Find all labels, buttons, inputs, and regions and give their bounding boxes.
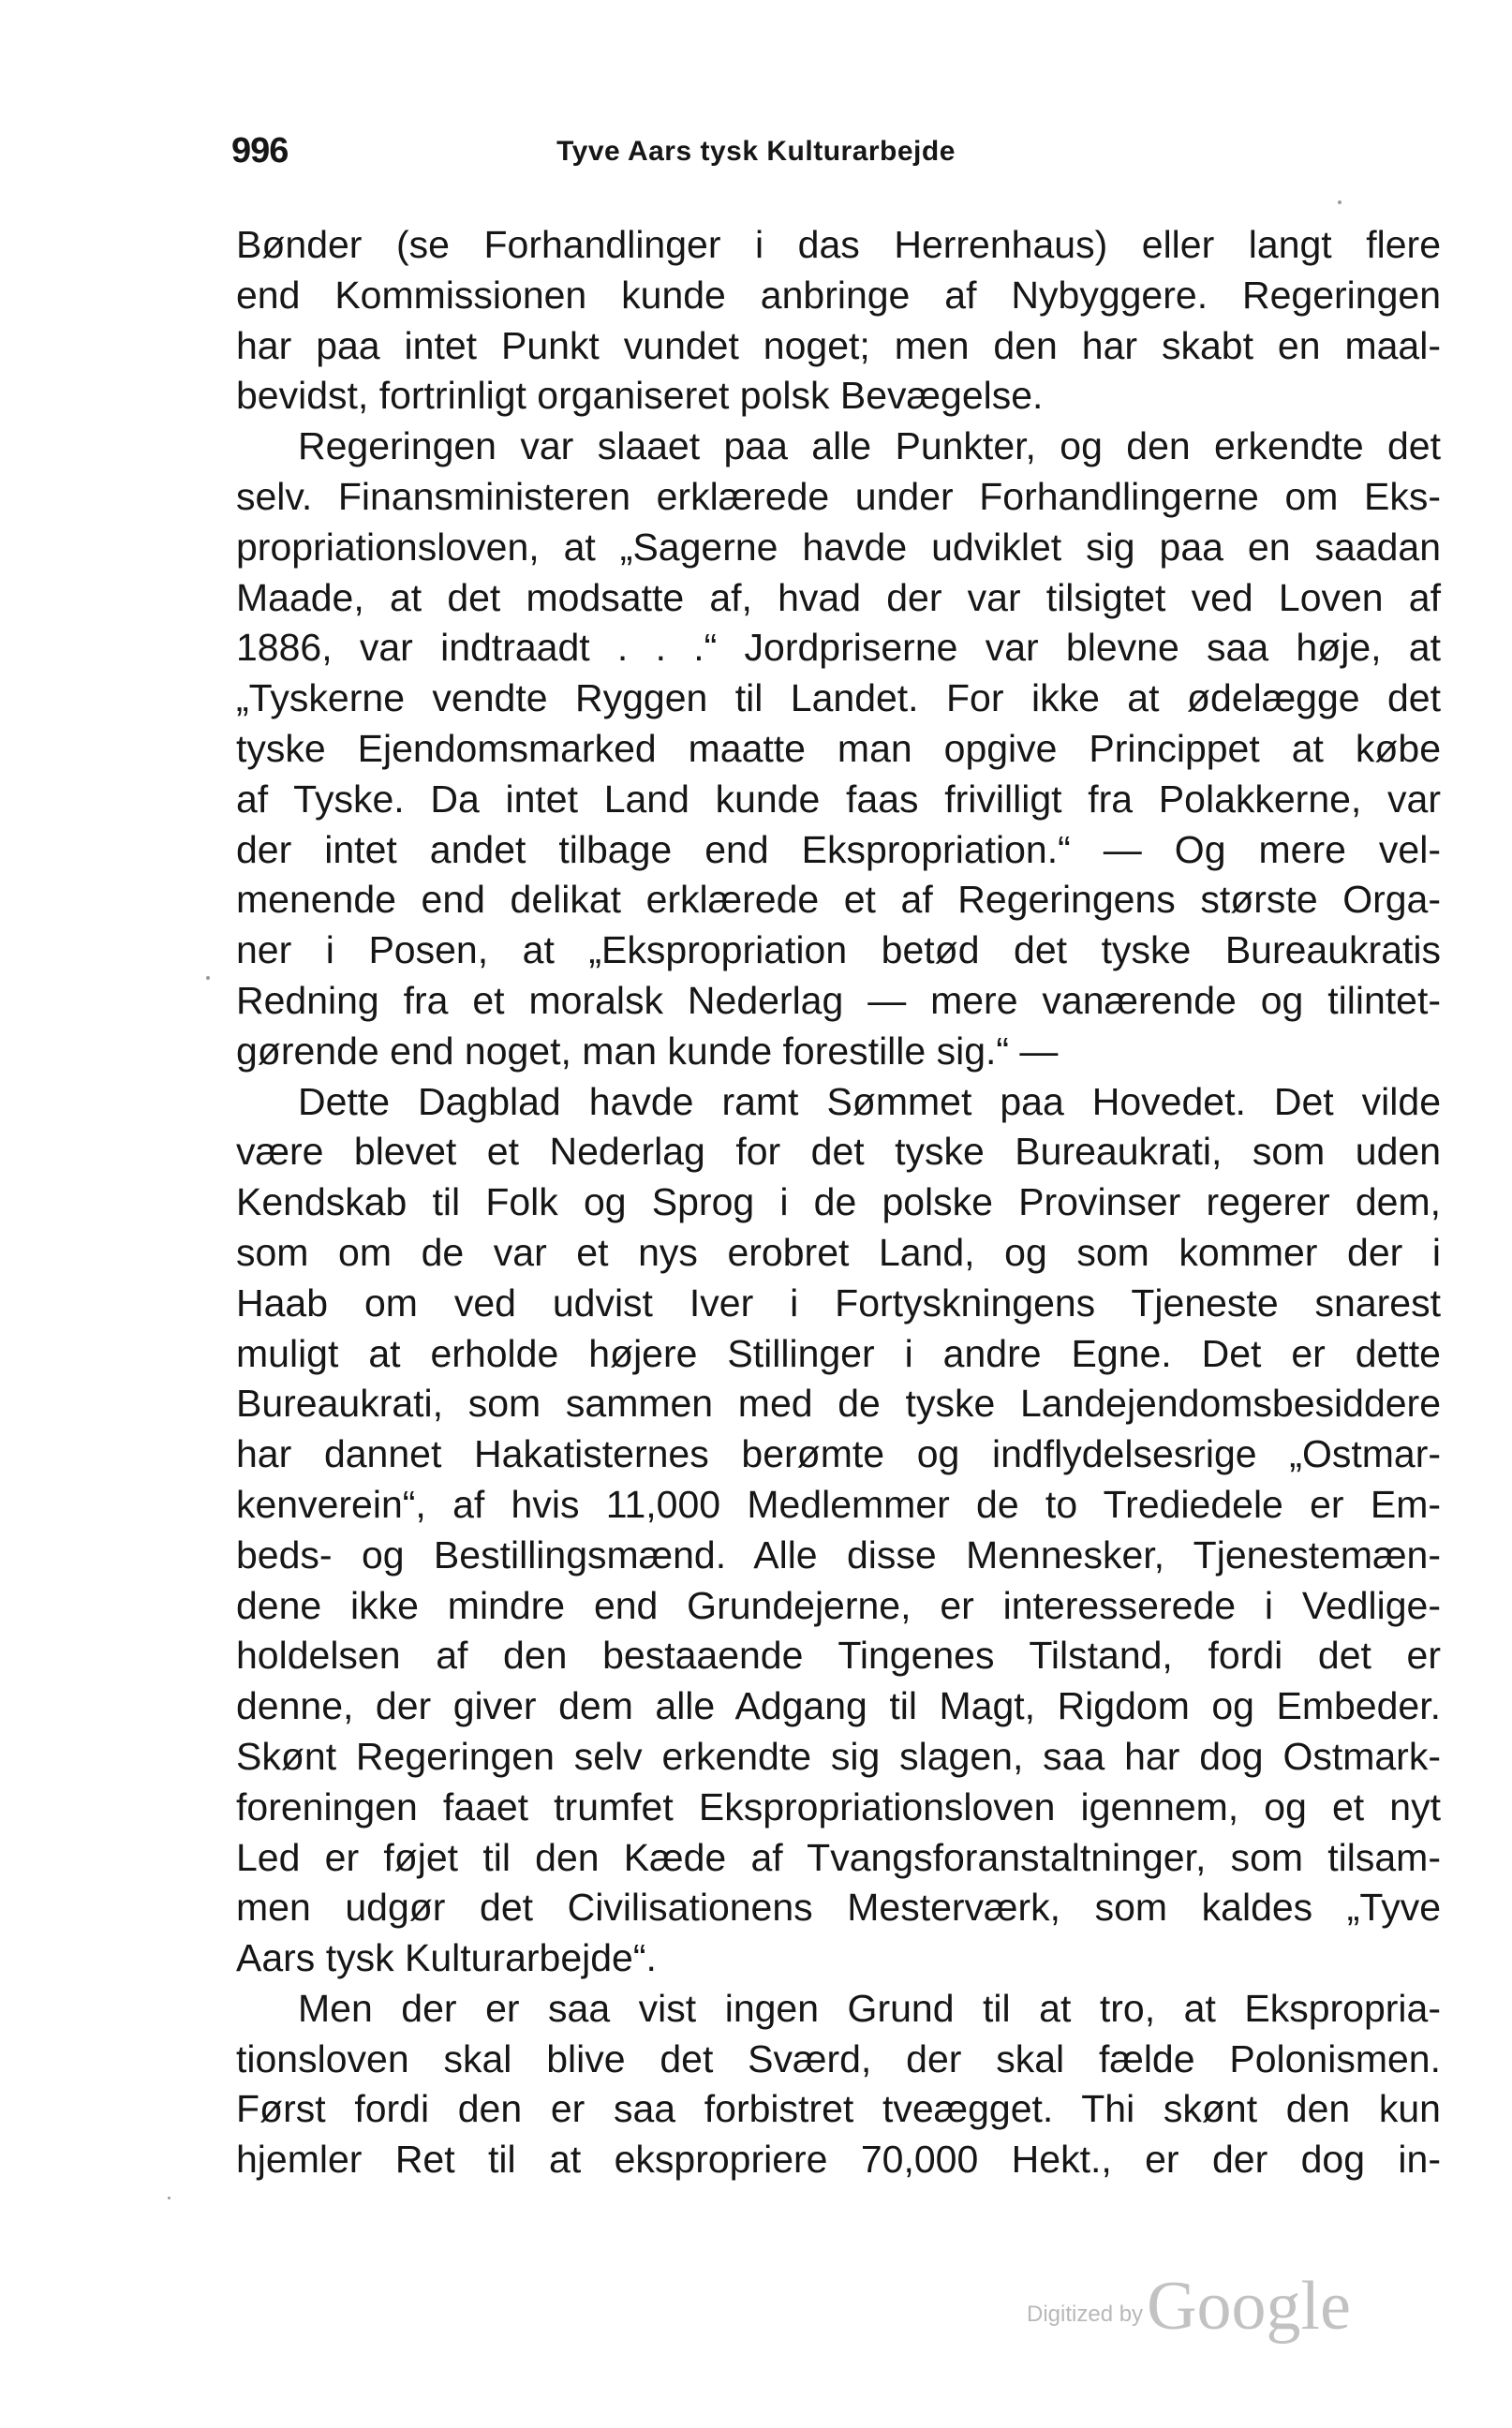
text-line: af Tyske. Da intet Land kunde faas frivilligt fra Polakkerne, var — [236, 777, 1441, 821]
text-line: har dannet Hakatisternes berømte og indflydelsesrige „Ostmar- — [236, 1432, 1441, 1476]
google-logo: Google — [1147, 2268, 1351, 2345]
text-line: Aars tysk Kulturarbejde“. — [236, 1936, 657, 1980]
text-line: bevidst, fortrinligt organiseret polsk Bevægelse. — [236, 374, 1044, 418]
scan-speck — [1338, 200, 1342, 204]
scan-speck — [206, 976, 210, 980]
paragraph — [236, 1984, 1441, 2185]
watermark-small-text: Digitized by — [1027, 2302, 1144, 2327]
text-line: tyske Ejendomsmarked maatte man opgive Princippet at købe — [236, 726, 1441, 770]
text-line: Regeringen var slaaet paa alle Punkter, og den erkendte det — [298, 424, 1441, 468]
text-line: Bønder (se Forhandlinger i das Herrenhaus) eller langt flere — [236, 223, 1441, 266]
text-line: Kendskab til Folk og Sprog i de polske Provinser regerer dem, — [236, 1180, 1441, 1224]
text-line: Maade, at det modsatte af, hvad der var tilsigtet ved Loven af — [236, 575, 1441, 619]
text-line: Redning fra et moralsk Nederlag — mere vanærende og tilintet- — [236, 978, 1441, 1022]
text-line: kenverein“, af hvis 11,000 Medlemmer de to Trediedele er Em- — [236, 1482, 1441, 1526]
text-line: Haab om ved udvist Iver i Fortyskningens Tjeneste snarest — [236, 1281, 1441, 1325]
text-line: Skønt Regeringen selv erkendte sig slagen, saa har dog Ostmark- — [236, 1734, 1441, 1778]
text-line: menende end delikat erklærede et af Regeringens største Orga- — [236, 878, 1441, 922]
text-line: gørende end noget, man kunde forestille sig.“ — — [236, 1029, 1059, 1073]
body-text — [236, 220, 1441, 2185]
text-line: propriationsloven, at „Sagerne havde udviklet sig paa en saadan — [236, 525, 1441, 569]
text-line: beds- og Bestillingsmænd. Alle disse Mennesker, Tjenestemæn- — [236, 1532, 1441, 1577]
text-line: „Tyskerne vendte Ryggen til Landet. For ikke at ødelægge det — [236, 676, 1441, 720]
text-line: der intet andet tilbage end Ekspropriation.“ — Og mere vel- — [236, 827, 1441, 871]
text-line: tionsloven skal blive det Sværd, der skal fælde Polonismen. — [236, 2036, 1441, 2080]
text-line: ner i Posen, at „Ekspropriation betød det tyske Bureaukratis — [236, 928, 1441, 972]
page-number: 996 — [231, 131, 289, 170]
digitized-watermark — [1027, 2267, 1351, 2347]
text-line: dene ikke mindre end Grundejerne, er interesserede i Vedlige- — [236, 1583, 1441, 1627]
paragraph — [236, 422, 1441, 1076]
text-line: muligt at erholde højere Stillinger i andre Egne. Det er dette — [236, 1331, 1441, 1375]
text-line: Dette Dagblad havde ramt Sømmet paa Hovedet. Det vilde — [298, 1079, 1441, 1123]
text-line: end Kommissionen kunde anbringe af Nybyggere. Regeringen — [236, 273, 1441, 317]
text-line: som om de var et nys erobret Land, og som kommer der i — [236, 1230, 1441, 1274]
scan-speck — [168, 2197, 170, 2199]
text-line: Først fordi den er saa forbistret tveægget. Thi skønt den kun — [236, 2087, 1441, 2131]
text-line: 1886, var indtraadt . . .“ Jordpriserne var blevne saa høje, at — [236, 626, 1441, 670]
text-line: holdelsen af den bestaaende Tingenes Tilstand, fordi det er — [236, 1634, 1441, 1678]
text-line: men udgør det Civilisationens Mesterværk, som kaldes „Tyve — [236, 1886, 1441, 1930]
text-line: denne, der giver dem alle Adgang til Magt, Rigdom og Embeder. — [236, 1684, 1441, 1728]
paragraph — [236, 1077, 1441, 1984]
text-line: Bureaukrati, som sammen med de tyske Landejendomsbesiddere — [236, 1382, 1441, 1426]
running-title: Tyve Aars tysk Kulturarbejde — [556, 136, 956, 167]
text-line: Led er føjet til den Kæde af Tvangsforanstaltninger, som tilsam- — [236, 1835, 1441, 1879]
text-line: være blevet et Nederlag for det tyske Bureaukrati, som uden — [236, 1130, 1441, 1174]
text-line: hjemler Ret til at ekspropriere 70,000 Hekt., er der dog in- — [236, 2138, 1441, 2182]
paragraph — [236, 220, 1441, 422]
text-line: Men der er saa vist ingen Grund til at tro, at Ekspropria- — [298, 1986, 1441, 2030]
text-line: foreningen faaet trumfet Ekspropriationsloven igennem, og et nyt — [236, 1784, 1441, 1828]
text-line: selv. Finansministeren erklærede under Forhandlingerne om Eks- — [236, 474, 1441, 518]
text-line: har paa intet Punkt vundet noget; men den har skabt en maal- — [236, 323, 1441, 367]
